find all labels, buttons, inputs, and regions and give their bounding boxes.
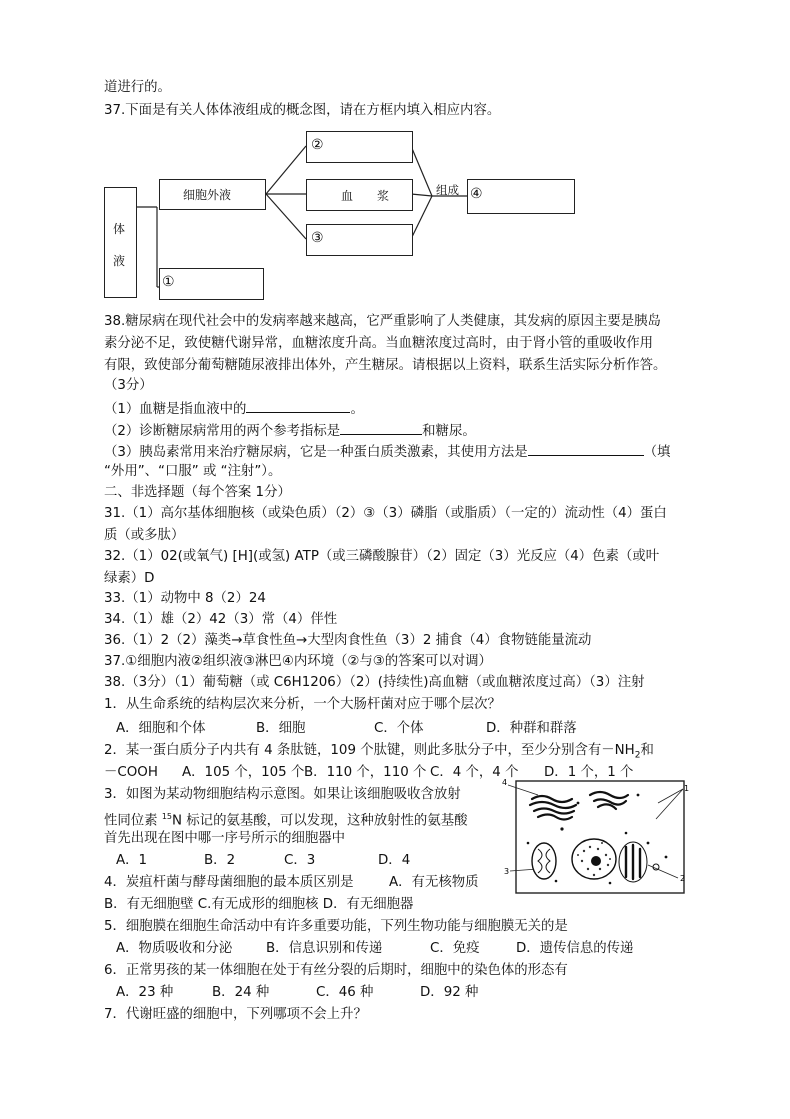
q38-sub-3-end: （填 — [643, 445, 671, 460]
q38-sub-3-line-2: “外用”、“口服” 或 “注射”）。 — [104, 464, 282, 479]
option-d[interactable]: D．遗传信息的传递 — [516, 941, 634, 956]
mc-q7: 7．代谢旺盛的细胞中，下列哪项不会上升？ — [104, 1007, 367, 1022]
q37-text: 37.下面是有关人体体液组成的概念图，请在方框内填入相应内容。 — [104, 103, 501, 118]
insulin-usage-blank[interactable] — [528, 441, 644, 456]
q38-sub-2 — [104, 420, 476, 442]
option-d[interactable]: D．种群和群落 — [486, 721, 577, 736]
q38-sub-2-end: 和糖尿。 — [422, 424, 476, 439]
answer-31-line-2: 质（或多肽） — [104, 528, 185, 543]
box-4-label: ④ — [470, 186, 483, 202]
option-b[interactable]: B．24 种 — [212, 985, 270, 1000]
mc-q3-superscript: 15 — [161, 812, 173, 821]
mc-q6: 6．正常男孩的某一体细胞在处于有丝分裂的后期时，细胞中的染色体的形态有 — [104, 963, 568, 978]
answer-box-4[interactable] — [467, 179, 575, 214]
answer-32-line-1: 32.（1）02(或氧气) [H](或氢) ATP（或三磷酸腺苷）（2）固定（3）光反应（4）色素（或叶 — [104, 549, 660, 564]
mc-q5: 5．细胞膜在细胞生命活动中有许多重要功能，下列生物功能与细胞膜无关的是 — [104, 919, 568, 934]
option-b[interactable]: B．信息识别和传递 — [266, 941, 383, 956]
mc-q6-options — [116, 983, 478, 1003]
box-1-label: ① — [162, 274, 175, 290]
option-d[interactable]: D．92 种 — [420, 985, 479, 1000]
option-a[interactable]: A．有无核物质 — [389, 875, 479, 890]
extracellular-fluid-label: 细胞外液 — [183, 188, 232, 202]
option-c[interactable]: C．4 个，4 个 — [430, 765, 519, 780]
option-a[interactable]: A．1 — [116, 853, 148, 868]
option-d[interactable]: D．4 — [378, 853, 411, 868]
option-d[interactable]: D．1 个，1 个 — [544, 765, 634, 780]
mc-q4 — [104, 873, 479, 893]
option-c[interactable]: C．3 — [284, 853, 316, 868]
diagnosis-index-blank[interactable] — [340, 420, 422, 435]
mc-q3-options — [116, 851, 410, 871]
option-a[interactable]: A．物质吸收和分泌 — [116, 941, 233, 956]
plasma-label: 血 浆 — [341, 189, 390, 203]
option-b[interactable]: B．2 — [204, 853, 236, 868]
q38-sub-1 — [104, 398, 364, 420]
cell-label-2: 2 — [680, 874, 686, 883]
body-fluid-box — [104, 187, 137, 298]
q38-sub-2-text: （2）诊断糖尿病常用的两个参考指标是 — [104, 424, 341, 439]
answer-38: 38.（3分）（1）葡萄糖（或 C6H1206）（2）(持续性)高血糖（或血糖浓度过高）（3）注射 — [104, 675, 645, 690]
q38-line-4: （3分） — [104, 378, 153, 393]
option-b[interactable]: B．110 个，110 个 — [304, 765, 427, 780]
mc-q2-subscript: 2 — [634, 750, 641, 761]
q38-sub-1-text: （1）血糖是指血液中的 — [104, 402, 247, 417]
option-a[interactable]: A．105 个，105 个 — [182, 765, 305, 780]
answer-37: 37.①细胞内液②组织液③淋巴④内环境（②与③的答案可以对调） — [104, 654, 492, 669]
option-c[interactable]: C．46 种 — [316, 985, 374, 1000]
option-a[interactable]: A．23 种 — [116, 985, 174, 1000]
answer-32-line-2: 绿素）D — [104, 571, 155, 586]
mc-q4-text: 4．炭疽杆菌与酵母菌细胞的最本质区别是 — [104, 875, 354, 890]
option-c[interactable]: C．免疫 — [430, 941, 480, 956]
option-c[interactable]: C．个体 — [374, 721, 424, 736]
mc-q2-and: 和 — [640, 743, 654, 758]
box-3-label: ③ — [311, 230, 324, 246]
answer-36: 36.（1）2（2）藻类→草食性鱼→大型肉食性鱼（3）2 捕食（4）食物链能量流动 — [104, 633, 592, 648]
mc-q1: 1．从生命系统的结构层次来分析，一个大肠杆菌对应于哪个层次？ — [104, 697, 501, 712]
option-b[interactable]: B．细胞 — [256, 721, 306, 736]
q38-sub-3-text: （3）胰岛素常用来治疗糖尿病，它是一种蛋白质类激素，其使用方法是 — [104, 445, 528, 460]
option-a[interactable]: A．细胞和个体 — [116, 721, 206, 736]
mc-q5-options — [116, 939, 633, 959]
answer-31-line-1: 31.（1）高尔基体细胞核（或染色质）（2）③（3）磷脂（或脂质）（一定的）流动性（4）蛋白 — [104, 506, 667, 521]
animal-cell-diagram — [498, 773, 694, 903]
box-2-label: ② — [311, 137, 324, 153]
mc-q4-line-2: B．有无细胞壁 C.有无成形的细胞核 D．有无细胞器 — [104, 897, 414, 912]
answer-box-1[interactable] — [159, 268, 264, 300]
answer-34: 34.（1）雄（2）42（3）常（4）伴性 — [104, 612, 338, 627]
body-fluid-char-1: 体 — [113, 222, 126, 236]
q38-sub-1-end: 。 — [350, 402, 364, 417]
compose-label: 组成 — [436, 183, 459, 197]
mc-q3-line-1: 3．如图为某动物细胞结构示意图。如果让该细胞吸收含放射 — [104, 787, 461, 802]
cell-label-3: 3 — [504, 867, 510, 876]
mc-q2-cooh: －COOH — [104, 765, 158, 780]
mc-q3-text-a: 性同位素 — [104, 813, 162, 829]
blood-sugar-blank[interactable] — [246, 398, 350, 413]
q38-line-2: 素分泌不足，致使糖代谢异常，血糖浓度升高。当血糖浓度过高时，由于肾小管的重吸收作用 — [104, 336, 654, 351]
answer-33: 33.（1）动物中 8（2）24 — [104, 591, 266, 606]
q38-sub-3 — [104, 441, 670, 463]
continuation-text: 道进行的。 — [104, 80, 171, 95]
mc-q3-line-2 — [104, 807, 468, 831]
cell-label-4: 4 — [502, 778, 508, 787]
mc-q3-line-3: 首先出现在图中哪一序号所示的细胞器中 — [104, 831, 346, 846]
body-fluid-char-2: 液 — [113, 254, 126, 268]
cell-label-1: 1 — [684, 784, 690, 793]
mc-q2 — [104, 741, 654, 766]
q38-line-3: 有限，致使部分葡萄糖随尿液排出体外，产生糖尿。请根据以上资料，联系生活实际分析作答。 — [104, 358, 667, 373]
mc-q1-options — [116, 719, 577, 739]
mc-q2-text: 2．某一蛋白质分子内共有 4 条肽链，109 个肽键，则此多肽分子中，至少分别含有－NH — [104, 743, 635, 758]
mc-q3-text-b: N 标记的氨基酸，可以发现，这种放射性的氨基酸 — [172, 813, 468, 829]
q38-line-1: 38.糖尿病在现代社会中的发病率越来越高，它严重影响了人类健康，其发病的原因主要是胰岛 — [104, 314, 661, 329]
answers-header: 二、非选择题（每个答案 1分） — [104, 485, 291, 500]
